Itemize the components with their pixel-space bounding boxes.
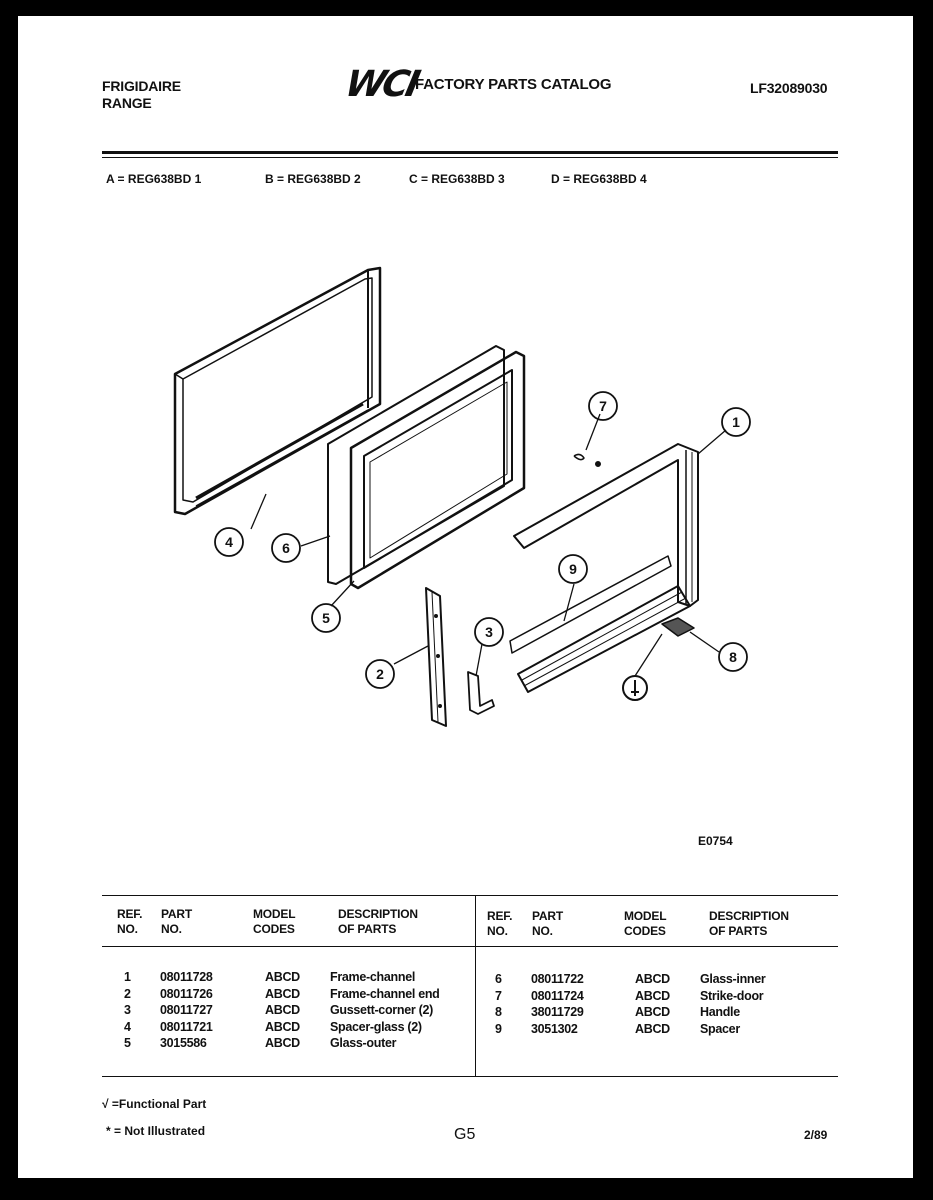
left-desc-column: Frame-channel Frame-channel end Gussett-corner (2) Spacer-glass (2) Glass-outer: [330, 970, 440, 1050]
catalog-title: FACTORY PARTS CATALOG: [415, 76, 612, 93]
header-ref: REF. NO.: [117, 907, 143, 936]
table-row: 2: [124, 986, 131, 1001]
table-row: 6: [495, 972, 502, 986]
frame-channel-end-part: [426, 588, 446, 726]
header-desc: DESCRIPTION OF PARTS: [338, 907, 418, 936]
header-ref-right: REF. NO.: [487, 909, 513, 938]
right-desc-column: Glass-inner Strike-door Handle Spacer: [700, 972, 766, 1036]
catalog-page: [18, 16, 913, 1178]
not-illustrated-note: * = Not Illustrated: [106, 1124, 206, 1138]
header-part-right: PART NO.: [532, 909, 563, 938]
drawing-code: E0754: [698, 834, 733, 848]
header-desc-right: DESCRIPTION OF PARTS: [709, 909, 789, 938]
product-name: RANGE: [102, 95, 152, 111]
strike-door-part: [574, 454, 601, 466]
glass-inner-part: [328, 346, 504, 584]
glass-outer-part: [351, 352, 524, 588]
brand-name: FRIGIDAIRE: [102, 78, 181, 94]
callout-3: 3: [485, 624, 493, 640]
right-ref-column: [495, 971, 502, 1037]
callout-4: 4: [225, 534, 233, 550]
header-part: PART NO.: [161, 907, 192, 936]
callout-5: 5: [322, 610, 330, 626]
gussett-corner-part: [468, 672, 494, 714]
wci-logo: WCI: [341, 64, 421, 105]
model-a: A = REG638BD 1: [106, 172, 202, 186]
table-row: 1: [124, 970, 131, 984]
model-d: D = REG638BD 4: [551, 172, 647, 186]
callout-7: 7: [599, 398, 607, 414]
model-c: C = REG638BD 3: [409, 172, 505, 186]
functional-mark: [623, 676, 647, 700]
header-model-right: MODEL CODES: [624, 909, 667, 938]
catalog-number: LF32089030: [750, 80, 828, 96]
callout-9: 9: [569, 561, 577, 577]
table-top-rule: [102, 895, 838, 896]
header-model: MODEL CODES: [253, 907, 296, 936]
table-divider: [475, 896, 476, 1076]
callout-6: 6: [282, 540, 290, 556]
callout-8: 8: [729, 649, 737, 665]
left-codes-column: ABCD ABCD ABCD ABCD ABCD: [265, 970, 300, 1050]
table-row: 3: [124, 1003, 131, 1017]
spacer-part: [510, 556, 671, 653]
frame-channel-part: [514, 444, 698, 692]
table-header-rule: [102, 946, 838, 947]
left-part-column: 08011728 08011726 08011727 08011721 3015586: [160, 970, 213, 1050]
table-bottom-rule: [102, 1076, 838, 1077]
catalog-date: 2/89: [804, 1128, 828, 1142]
functional-part-note: √ =Functional Part: [102, 1097, 207, 1111]
right-part-column: 08011722 08011724 38011729 3051302: [531, 972, 584, 1036]
table-row: 4: [124, 1019, 131, 1034]
callout-1: 1: [732, 414, 740, 430]
table-row: 7: [495, 988, 502, 1003]
table-row: 9: [495, 1021, 502, 1036]
table-row: 5: [124, 1036, 131, 1050]
handle-part: [662, 618, 694, 636]
model-b: B = REG638BD 2: [265, 172, 361, 186]
right-codes-column: ABCD ABCD ABCD ABCD: [635, 972, 670, 1036]
spacer-glass-part: [175, 268, 380, 514]
callout-2: 2: [376, 666, 384, 682]
page-code: G5: [454, 1126, 476, 1143]
exploded-parts-diagram: [18, 16, 913, 816]
left-ref-column: [124, 969, 131, 1052]
table-row: 8: [495, 1005, 502, 1019]
